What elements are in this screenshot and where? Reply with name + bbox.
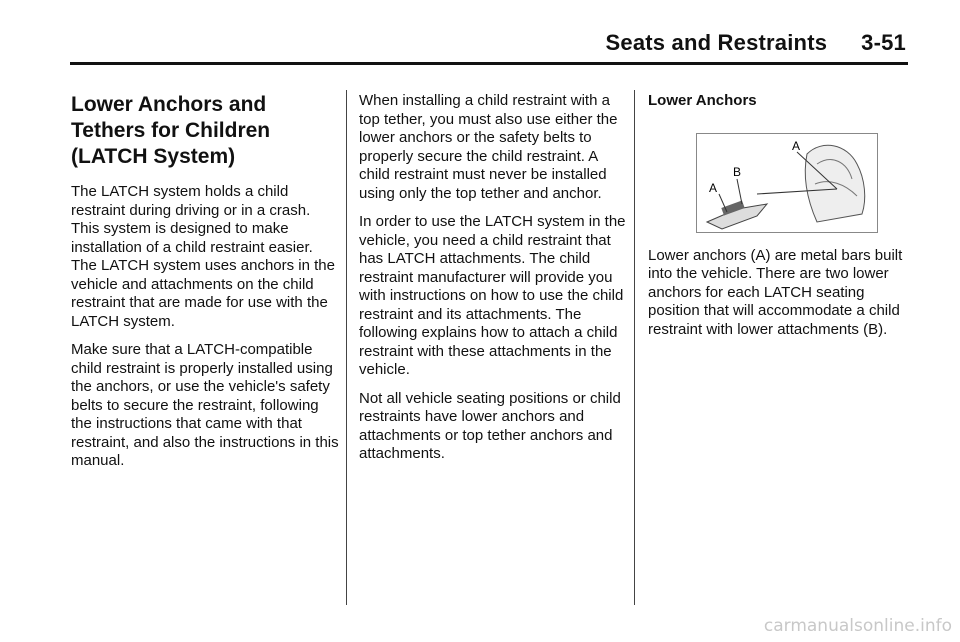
label-b: B bbox=[733, 164, 742, 179]
page-number: 3-51 bbox=[861, 30, 906, 55]
page-header bbox=[0, 30, 906, 56]
section-heading: Lower Anchors and Tethers for Children (LATCH System) bbox=[71, 93, 271, 168]
column-divider-2 bbox=[634, 90, 635, 605]
paragraph: Lower anchors (A) are metal bars built into the vehicle. There are two lower anchors for each LATCH seating position that will accommodate a child restraint with lower attachments (B). bbox=[648, 246, 903, 338]
paragraph: When installing a child restraint with a top tether, you must also use either the lower anchors or the safety belts to properly secure the child restraint. A child restraint must never be installed using only the top tether and anchor. bbox=[359, 92, 618, 202]
subheading: Lower Anchors bbox=[648, 92, 757, 109]
lower-anchors-figure bbox=[696, 133, 878, 233]
paragraph: The LATCH system holds a child restraint during driving or in a crash. This system is designed to make installation of a child restraint easier. The LATCH system uses anchors in the vehicle and attachments on the child restraint that are made for use with the LATCH system. bbox=[71, 183, 335, 330]
paragraph: Make sure that a LATCH-compatible child restraint is properly installed using the anchors, or use the vehicle's safety belts to secure the restraint, following the instructions that came with that restraint, and also the instructions in this manual. bbox=[71, 341, 339, 469]
section-title-header: Seats and Restraints bbox=[605, 30, 828, 55]
header-rule bbox=[70, 62, 908, 65]
paragraph: Not all vehicle seating positions or child restraints have lower anchors and attachments or top tether anchors and attachments. bbox=[359, 389, 621, 462]
column-1 bbox=[71, 92, 341, 481]
lower-anchors-illustration bbox=[697, 134, 877, 232]
label-a-bottom: A bbox=[709, 180, 718, 195]
paragraph: In order to use the LATCH system in the vehicle, you need a child restraint that has LATCH attachments. The child restraint manufacturer will provide you with instructions on how to use the child restraint and its attachments. The following explains how to attach a child restraint with these attachments in the vehicle. bbox=[359, 213, 626, 378]
column-divider-1 bbox=[346, 90, 347, 605]
label-a-top: A bbox=[792, 138, 801, 153]
column-2 bbox=[359, 92, 629, 474]
watermark: carmanualsonline.info bbox=[763, 616, 952, 636]
column-3 bbox=[648, 92, 918, 349]
